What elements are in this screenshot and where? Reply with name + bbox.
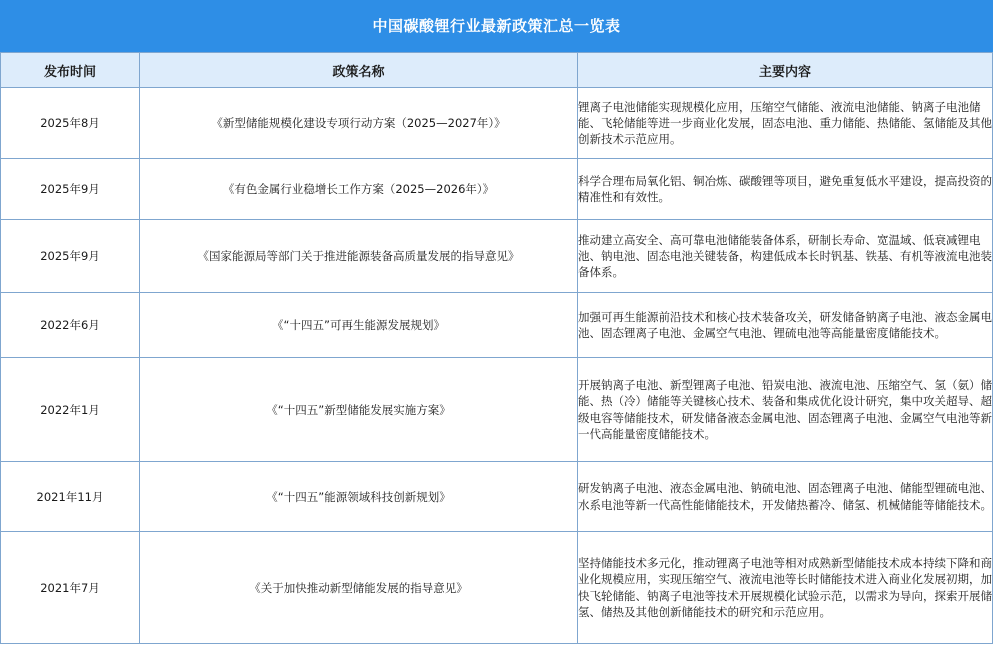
header-row — [1, 53, 993, 88]
policy-name: 《国家能源局等部门关于推进能源装备高质量发展的指导意见》 — [140, 220, 578, 293]
policy-content: 锂离子电池储能实现规模化应用，压缩空气储能、液流电池储能、钠离子电池储能、飞轮储能等进一步商业化发展，固态电池、重力储能、热储能、氢储能及其他创新技术示范应用。 — [578, 88, 993, 159]
release-date: 2021年7月 — [1, 532, 140, 644]
release-date: 2025年9月 — [1, 159, 140, 220]
release-date: 2025年8月 — [1, 88, 140, 159]
header-date: 发布时间 — [1, 53, 140, 88]
release-date: 2022年6月 — [1, 293, 140, 358]
policy-content: 研发钠离子电池、液态金属电池、钠硫电池、固态锂离子电池、储能型锂硫电池、水系电池等新一代高性能储能技术，开发储热蓄冷、储氢、机械储能等储能技术。 — [578, 462, 993, 532]
table-row — [1, 220, 993, 293]
policy-content: 加强可再生能源前沿技术和核心技术装备攻关，研发储备钠离子电池、液态金属电池、固态锂离子电池、金属空气电池、锂硫电池等高能量密度储能技术。 — [578, 293, 993, 358]
release-date: 2021年11月 — [1, 462, 140, 532]
policy-name: 《“十四五”新型储能发展实施方案》 — [140, 358, 578, 462]
table-row — [1, 532, 993, 644]
policy-content: 推动建立高安全、高可靠电池储能装备体系，研制长寿命、宽温域、低衰减锂电池、钠电池、固态电池关键装备，构建低成本长时钒基、铁基、有机等液流电池装备体系。 — [578, 220, 993, 293]
table-row — [1, 159, 993, 220]
policy-table — [0, 52, 993, 644]
policy-name: 《“十四五”能源领域科技创新规划》 — [140, 462, 578, 532]
table-row — [1, 358, 993, 462]
table-row — [1, 462, 993, 532]
table-row — [1, 88, 993, 159]
table-row — [1, 293, 993, 358]
table-title: 中国碳酸锂行业最新政策汇总一览表 — [0, 0, 993, 52]
policy-name: 《新型储能规模化建设专项行动方案（2025—2027年）》 — [140, 88, 578, 159]
policy-content: 开展钠离子电池、新型锂离子电池、铅炭电池、液流电池、压缩空气、氢（氨）储能、热（冷）储能等关键核心技术、装备和集成优化设计研究，集中攻关超导、超级电容等储能技术，研发储备液态金属电池、固态锂离子电池、金属空气电池等新一代高能量密度储能技术。 — [578, 358, 993, 462]
header-policy-name: 政策名称 — [140, 53, 578, 88]
policy-name: 《有色金属行业稳增长工作方案（2025—2026年）》 — [140, 159, 578, 220]
header-main-content: 主要内容 — [578, 53, 993, 88]
release-date: 2025年9月 — [1, 220, 140, 293]
policy-content: 科学合理布局氧化铝、铜冶炼、碳酸锂等项目，避免重复低水平建设，提高投资的精准性和有效性。 — [578, 159, 993, 220]
policy-content: 坚持储能技术多元化，推动锂离子电池等相对成熟新型储能技术成本持续下降和商业化规模应用，实现压缩空气、液流电池等长时储能技术进入商业化发展初期，加快飞轮储能、钠离子电池等技术开展规模化试验示范，以需求为导向，探索开展储氢、储热及其他创新储能技术的研究和示范应用。 — [578, 532, 993, 644]
policy-name: 《“十四五”可再生能源发展规划》 — [140, 293, 578, 358]
policy-name: 《关于加快推动新型储能发展的指导意见》 — [140, 532, 578, 644]
release-date: 2022年1月 — [1, 358, 140, 462]
